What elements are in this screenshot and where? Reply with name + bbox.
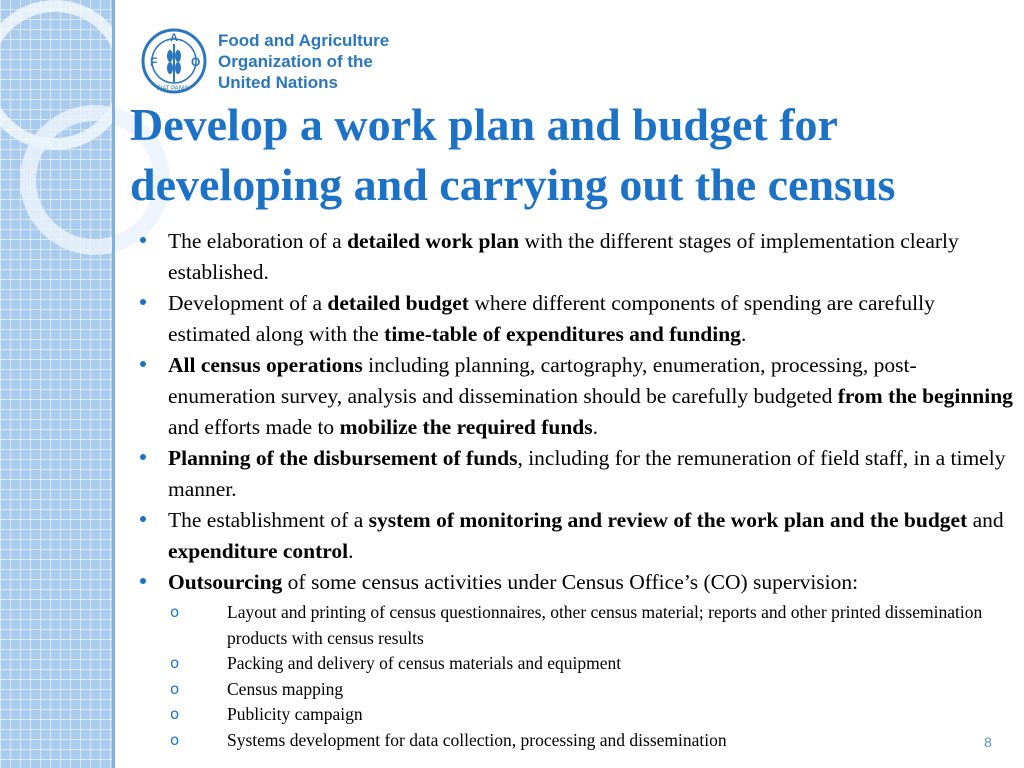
bullet-text-bold: Outsourcing (168, 570, 283, 594)
bullet-text: with the different stages of implementation clearly established. (168, 229, 959, 284)
bullet-text: . (740, 322, 747, 346)
bullet-text-bold: system of monitoring and review of the work plan and the budget (368, 508, 968, 532)
bullet-text: Development of a (168, 291, 328, 315)
sidebar-border (112, 0, 115, 768)
hollow-circle-bullet-icon: o (170, 654, 180, 672)
organization-name-line: United Nations (218, 72, 338, 92)
emblem-letter-a: A (170, 32, 178, 44)
bullet-text-bold: All census operations (168, 353, 363, 377)
organization-name-line: Organization of the (218, 51, 373, 71)
fao-logo (140, 26, 389, 96)
hollow-circle-bullet-icon: o (170, 705, 180, 723)
bullet-text: , including for the remuneration of field staff, in a timely manner. (168, 446, 1006, 501)
bullet-dot-icon (140, 299, 146, 305)
bullet-dot-icon (140, 454, 146, 460)
bullet-item (140, 226, 1015, 288)
hollow-circle-bullet-icon: o (170, 679, 180, 698)
bullet-text-bold: detailed budget (327, 291, 469, 315)
sub-bullet-text: Systems development for data collection, processing and dissemination (227, 729, 727, 750)
bullet-text-bold: time-table of expenditures and funding (384, 322, 741, 346)
bullet-text-bold: detailed work plan (347, 229, 520, 253)
bullet-text: of some census activities under Census Office’s (CO) supervision: (282, 570, 859, 594)
bullet-dot-icon (140, 578, 146, 584)
bullet-text: and efforts made to (168, 415, 340, 439)
sub-bullet-item (140, 677, 1015, 703)
bullet-text: The elaboration of a (168, 229, 348, 253)
bullet-dot-icon (140, 237, 146, 243)
bullet-text: including planning, cartography, enumeration, processing, post-enumeration survey, analysis and dissemination should be carefully budgeted (168, 353, 917, 408)
organization-name (218, 30, 389, 93)
bullet-item (140, 505, 1015, 567)
bullet-item (140, 350, 1015, 443)
sub-bullet-text: Census mapping (227, 678, 344, 699)
bullet-text: where different components of spending are carefully estimated along with the (168, 291, 935, 346)
sub-bullet-text: Publicity campaign (227, 704, 363, 724)
sub-bullet-text: Packing and delivery of census materials and equipment (227, 653, 622, 673)
slide-title (130, 95, 1010, 215)
sub-bullet-item (140, 702, 1015, 728)
emblem-letter-f: F (150, 55, 158, 69)
emblem-letter-o: O (191, 55, 201, 69)
slide-title-line: Develop a work plan and budget for (130, 99, 838, 150)
bullet-dot-icon (140, 516, 146, 522)
decorative-sidebar (0, 0, 114, 768)
sub-bullet-item (140, 651, 1015, 677)
bullet-text-bold: from the beginning (837, 384, 1013, 408)
hollow-circle-bullet-icon: o (170, 730, 180, 749)
bullet-text: . (592, 415, 598, 439)
bullet-list (140, 226, 1015, 753)
bullet-item (140, 288, 1015, 350)
bullet-text: The establishment of a (168, 508, 369, 532)
page-number: 8 (984, 734, 992, 750)
bullet-text: . (348, 539, 354, 563)
slide-title-line: developing and carrying out the census (130, 159, 896, 210)
bullet-text-bold: Planning of the disbursement of funds (168, 446, 518, 470)
organization-name-line: Food and Agriculture (218, 30, 390, 50)
sub-bullet-item (140, 728, 1015, 754)
bullet-text-bold: expenditure control (168, 539, 349, 563)
sub-bullet-item (140, 600, 1015, 651)
sub-bullet-list (140, 600, 1015, 753)
bullet-dot-icon (140, 361, 146, 367)
emblem-motto: FIAT PANIS (157, 86, 189, 92)
fao-emblem-icon (140, 26, 208, 96)
bullet-item (140, 443, 1015, 505)
slide-content (140, 226, 1015, 753)
bullet-item (140, 567, 1015, 753)
bullet-text-bold: mobilize the required funds (339, 415, 593, 439)
sub-bullet-text: Layout and printing of census questionnaires, other census material; reports and other printed dissemination products with census results (227, 602, 983, 648)
bullet-text: and (967, 508, 1004, 532)
hollow-circle-bullet-icon: o (170, 603, 180, 621)
